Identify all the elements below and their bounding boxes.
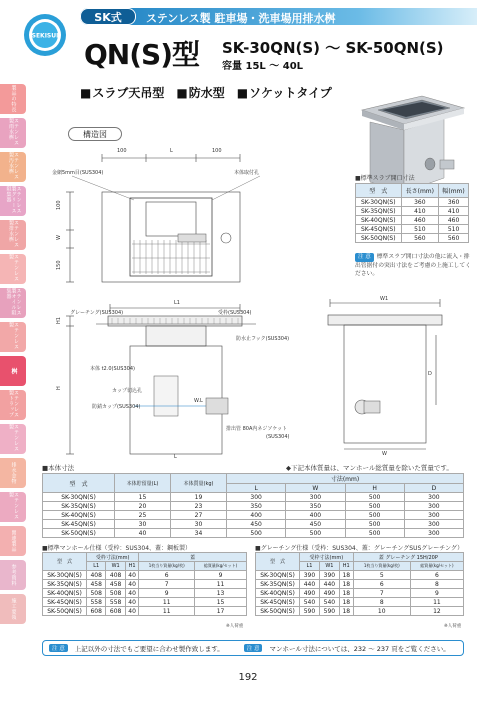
sidebar-tab[interactable] (0, 458, 26, 488)
manhole-title: ■ 標準マンホール仕様（受枠：SUS304、蓋：鋼板製） (42, 543, 191, 552)
capacity: 容量 15L ～ 40L (222, 61, 304, 72)
table-cell: 25 (115, 511, 171, 520)
table-cell: 6 (139, 571, 195, 580)
label-outlet: 排出管 80A内ネジソケット (226, 426, 288, 432)
dim-l: L (170, 148, 173, 154)
table-cell: 500 (345, 502, 404, 511)
bottom-note (42, 640, 464, 656)
table-cell: 508 (87, 589, 106, 598)
table-row (43, 493, 464, 502)
label-grating: グレーチング(SUS304) (70, 310, 124, 316)
col-header: H1 (339, 562, 353, 571)
table-cell: 11 (139, 598, 195, 607)
table-cell: SK-40QN(S) (256, 589, 300, 598)
page-number: 192 (238, 672, 258, 683)
table-cell: SK-40QN(S) (356, 216, 402, 225)
opening-title: ■ 標準スラブ開口寸法 (355, 173, 415, 182)
table-cell: 23 (171, 502, 227, 511)
sidebar-tab[interactable] (0, 288, 26, 318)
table-cell: 350 (286, 502, 345, 511)
table-cell: 300 (404, 502, 463, 511)
table-cell: 20 (115, 502, 171, 511)
table-cell: 11 (410, 598, 463, 607)
col-header: L1 (87, 562, 106, 571)
sidebar-tab-label: ステンレス製オイル阻集器 (5, 288, 22, 316)
table-cell: 558 (106, 598, 125, 607)
table-cell: 608 (87, 607, 106, 616)
sidebar-tab[interactable] (0, 594, 26, 624)
table-cell: SK-45QN(S) (43, 598, 87, 607)
sidebar-tab[interactable] (0, 118, 26, 148)
col-header: 総質量(kg/セット) (195, 562, 247, 571)
body-table-title: ■ 本体寸法 (42, 463, 74, 472)
table-cell: 400 (227, 511, 286, 520)
table-cell: SK-50QN(S) (256, 607, 300, 616)
table-cell: 508 (106, 589, 125, 598)
col-header: 受枠寸法(mm) (300, 553, 354, 562)
table-cell: 6 (353, 580, 410, 589)
table-row (43, 529, 464, 538)
sidebar-tab-label: 施工要領 (10, 598, 17, 620)
sidebar-tab-label: ステンレス製汚水桝 (8, 152, 19, 180)
table-cell: 300 (404, 511, 463, 520)
sidebar-tab[interactable] (0, 152, 26, 182)
sidebar-tab-label: ステンレス製雨水桝 (8, 118, 19, 146)
table-cell: 390 (319, 571, 339, 580)
table-cell: 300 (404, 529, 463, 538)
table-row (356, 234, 469, 243)
table-cell: 458 (87, 580, 106, 589)
table-cell: 40 (115, 529, 171, 538)
table-cell: 7 (139, 580, 195, 589)
table-cell: SK-45QN(S) (356, 225, 402, 234)
grating-table (255, 552, 464, 616)
table-cell: 30 (171, 520, 227, 529)
sidebar-tab-label: ステンレス製グリース阻集器 (5, 186, 22, 214)
table-cell: SK-30QN(S) (43, 571, 87, 580)
table-cell: 440 (319, 580, 339, 589)
table-row (256, 589, 464, 598)
col-header: 型 式 (256, 553, 300, 571)
table-cell: 300 (227, 493, 286, 502)
table-row (356, 198, 469, 207)
table-cell: 560 (439, 234, 469, 243)
table-cell: 11 (139, 607, 195, 616)
sidebar-tab-label: 関連製品 (10, 530, 17, 552)
sidebar-tab[interactable] (0, 220, 26, 250)
sidebar-tab[interactable] (0, 424, 26, 454)
sidebar-tab[interactable] (0, 186, 26, 216)
table-cell: 18 (339, 580, 353, 589)
sidebar-tab-label: ステンレス製 (8, 322, 19, 350)
label-outlet-material: (SUS304) (266, 434, 290, 440)
feature-item: ■ ソケットタイプ (237, 84, 332, 101)
table-cell: 17 (195, 607, 247, 616)
table-cell: 6 (410, 571, 463, 580)
dim-100-side: 100 (56, 200, 62, 210)
table-cell: 410 (439, 207, 469, 216)
caution-tag: 注 意 (244, 644, 263, 652)
table-cell: SK-30QN(S) (43, 493, 115, 502)
table-cell: 27 (171, 511, 227, 520)
label-hook: 防水止フック(SUS304) (236, 336, 290, 342)
feature-item: ■ スラブ天吊型 (80, 84, 164, 101)
body-table-note: ◆ 下記本体質量は、マンホール総質量を除いた質量です。 (286, 463, 453, 472)
sidebar-tab-label: 桝 (10, 367, 17, 375)
table-cell: 500 (345, 511, 404, 520)
table-cell: 18 (339, 571, 353, 580)
table-cell: 19 (171, 493, 227, 502)
sidebar-tab-label: 排水金物 (10, 462, 17, 484)
table-row (356, 225, 469, 234)
table-cell: SK-35QN(S) (356, 207, 402, 216)
table-cell: SK-35QN(S) (43, 580, 87, 589)
table-cell: 510 (439, 225, 469, 234)
table-row (356, 216, 469, 225)
sidebar-tab[interactable] (0, 390, 26, 420)
table-cell: 360 (401, 198, 439, 207)
dim-l1: L1 (174, 300, 180, 306)
col-header: 型 式 (356, 184, 402, 198)
sidebar-tab[interactable] (0, 84, 26, 114)
label-body: 本体 t2.0(SUS304) (90, 366, 135, 372)
col-header: 受枠寸法(mm) (87, 553, 139, 562)
dim-h: H (56, 386, 62, 390)
col-header: 幅(mm) (439, 184, 469, 198)
table-cell: 500 (286, 529, 345, 538)
table-cell: 30 (115, 520, 171, 529)
table-cell: 9 (195, 571, 247, 580)
sidebar-tab-label: ステンレス製 (8, 254, 19, 282)
col-header: 総質量(kg/セット) (410, 562, 463, 571)
sidebar-tab-label: ステンレス製トラップ (8, 390, 19, 418)
table-cell: 608 (106, 607, 125, 616)
table-cell: SK-45QN(S) (256, 598, 300, 607)
label-wl: W.L (194, 398, 203, 404)
table-cell: 15 (115, 493, 171, 502)
table-cell: 360 (439, 198, 469, 207)
svg-text:SEKISUI: SEKISUI (31, 32, 59, 40)
grating-title: ■ グレーチング仕様（受枠：SUS304、蓋：グレーチングSUSグレーチング） (255, 543, 463, 552)
col-header: 1枚当り質量(kg/枚) (139, 562, 195, 571)
table-cell: SK-30QN(S) (256, 571, 300, 580)
table-cell: 12 (410, 607, 463, 616)
table-row (356, 207, 469, 216)
caution-tag: 注 意 (49, 644, 68, 652)
col-header: 長さ(mm) (401, 184, 439, 198)
table-cell: 10 (353, 607, 410, 616)
table-cell: 410 (401, 207, 439, 216)
bottom-note-text: 上記以外の寸法でもご要望に合わせ製作致します。 (74, 644, 224, 653)
sidebar-tab[interactable] (0, 254, 26, 284)
table-row (43, 589, 247, 598)
table-cell: SK-40QN(S) (43, 511, 115, 520)
bottom-note-text: マンホール寸法については、232 ～ 237 頁をご覧ください。 (269, 644, 450, 653)
table-cell: 18 (339, 607, 353, 616)
table-cell: 15 (195, 598, 247, 607)
col-header: H (345, 484, 404, 493)
table-cell: 540 (319, 598, 339, 607)
dim-150: 150 (56, 260, 62, 270)
table-cell: 9 (410, 589, 463, 598)
col-header: D (404, 484, 463, 493)
opening-note-text: 標準スラブ開口寸法の他に流入・排出管据付の突出寸法をご考慮の上施工してください。 (355, 254, 471, 277)
caution-tag: 注 意 (355, 253, 374, 262)
dim-100-right: 100 (212, 148, 222, 154)
grating-unit-note: ※人荷重 (444, 624, 462, 629)
dim-w-bottom: W (382, 451, 387, 455)
table-cell: 13 (195, 589, 247, 598)
col-header: L (227, 484, 286, 493)
dim-h1: H1 (56, 317, 62, 324)
label-cup: 防錆カップ(SUS304) (92, 404, 141, 410)
table-cell: 11 (195, 580, 247, 589)
feature-item: ■ 防水型 (176, 84, 224, 101)
table-cell: 450 (227, 520, 286, 529)
table-cell: 450 (286, 520, 345, 529)
table-cell: SK-35QN(S) (43, 502, 115, 511)
table-cell: 40 (125, 607, 139, 616)
table-cell: SK-50QN(S) (43, 529, 115, 538)
table-row (256, 607, 464, 616)
table-cell: 560 (401, 234, 439, 243)
manhole-table (42, 552, 247, 616)
sk-badge: SK式 (80, 8, 136, 25)
sidebar-tab[interactable] (0, 356, 26, 386)
dim-100-left: 100 (117, 148, 127, 154)
sidebar-tab[interactable] (0, 526, 26, 556)
sidebar-tab-label: 製品の特長 (10, 85, 17, 113)
table-cell: 40 (125, 571, 139, 580)
table-cell: 590 (300, 607, 320, 616)
table-cell: 300 (404, 520, 463, 529)
table-cell: 590 (319, 607, 339, 616)
table-cell: SK-50QN(S) (43, 607, 87, 616)
table-cell: 40 (125, 598, 139, 607)
col-header: H1 (125, 562, 139, 571)
body-dimension-table (42, 473, 464, 538)
table-cell: 500 (227, 529, 286, 538)
col-header: 本体貯留量(L) (115, 474, 171, 493)
table-cell: 490 (300, 589, 320, 598)
table-cell: 7 (353, 589, 410, 598)
opening-note (355, 253, 473, 279)
table-row (43, 502, 464, 511)
dim-w1: W1 (380, 296, 389, 302)
table-cell: 40 (125, 589, 139, 598)
table-cell: SK-40QN(S) (43, 589, 87, 598)
table-cell: 500 (345, 520, 404, 529)
table-cell: 500 (345, 493, 404, 502)
col-header: 蓋 グレーチング 15H/20P (353, 553, 463, 562)
table-cell: SK-30QN(S) (356, 198, 402, 207)
sidebar-tab-label: ステンレス製 (8, 492, 19, 520)
table-cell: 5 (353, 571, 410, 580)
table-cell: 500 (345, 529, 404, 538)
col-header: 蓋 (139, 553, 247, 562)
col-header: L1 (300, 562, 320, 571)
sidebar-tab[interactable] (0, 322, 26, 352)
table-cell: 408 (106, 571, 125, 580)
table-cell: 490 (319, 589, 339, 598)
table-cell: 558 (87, 598, 106, 607)
col-header: W1 (106, 562, 125, 571)
col-header: W (286, 484, 345, 493)
sidebar-tab[interactable] (0, 492, 26, 522)
side-view-drawing (300, 295, 470, 455)
table-row (43, 598, 247, 607)
table-row (256, 571, 464, 580)
table-cell: 408 (87, 571, 106, 580)
table-cell: 18 (339, 589, 353, 598)
table-cell: 18 (339, 598, 353, 607)
table-row (256, 580, 464, 589)
dim-d: D (428, 371, 432, 377)
label-frame: 受枠(SUS304) (218, 310, 252, 316)
table-row (43, 520, 464, 529)
sidebar-tab-label: ステンレス製 (8, 424, 19, 452)
table-cell: 34 (171, 529, 227, 538)
model-title: QN(S)型 (84, 38, 199, 71)
table-cell: 350 (227, 502, 286, 511)
sekisui-logo-icon (22, 12, 68, 58)
col-header: 型 式 (43, 474, 115, 493)
table-cell: 400 (286, 511, 345, 520)
sidebar-tab-label: 参考資料 (10, 564, 17, 586)
table-cell: 300 (286, 493, 345, 502)
table-cell: 540 (300, 598, 320, 607)
label-cup-hole: カップ切込孔 (112, 388, 142, 394)
label-anchor: 金網5mm目(SUS304) (52, 170, 104, 176)
col-header: 本体質量(kg) (171, 474, 227, 493)
table-cell: 510 (401, 225, 439, 234)
feature-list (80, 84, 332, 101)
col-header: 型 式 (43, 553, 87, 571)
header-subtitle: ステンレス製 駐車場・洗車場用排水桝 (146, 12, 336, 25)
table-cell: 460 (439, 216, 469, 225)
dim-w: W (56, 235, 62, 240)
col-header: 寸法(mm) (227, 474, 464, 484)
table-cell: 390 (300, 571, 320, 580)
table-cell: SK-35QN(S) (256, 580, 300, 589)
table-cell: 300 (404, 493, 463, 502)
table-cell: 460 (401, 216, 439, 225)
col-header: 1枚当り質量(kg/枚) (353, 562, 410, 571)
label-mount: 本体取付孔 (234, 170, 260, 176)
sidebar-tab[interactable] (0, 560, 26, 590)
table-cell: 40 (125, 580, 139, 589)
table-cell: 458 (106, 580, 125, 589)
col-header: W1 (319, 562, 339, 571)
manhole-unit-note: ※人荷重 (226, 624, 244, 629)
table-row (43, 511, 464, 520)
table-cell: SK-50QN(S) (356, 234, 402, 243)
table-cell: 8 (410, 580, 463, 589)
table-row (43, 607, 247, 616)
table-row (256, 598, 464, 607)
table-row (43, 571, 247, 580)
table-cell: 8 (353, 598, 410, 607)
dim-l-bottom: L (174, 454, 177, 460)
table-cell: 9 (139, 589, 195, 598)
series-range: SK-30QN(S) ～ SK-50QN(S) (222, 39, 444, 57)
table-row (43, 580, 247, 589)
table-cell: SK-45QN(S) (43, 520, 115, 529)
structure-title: 構造図 (68, 127, 122, 141)
table-cell: 440 (300, 580, 320, 589)
opening-table (355, 183, 469, 243)
sidebar (0, 84, 26, 684)
sidebar-tab-label: ステンレス製排水桝 (8, 220, 19, 248)
